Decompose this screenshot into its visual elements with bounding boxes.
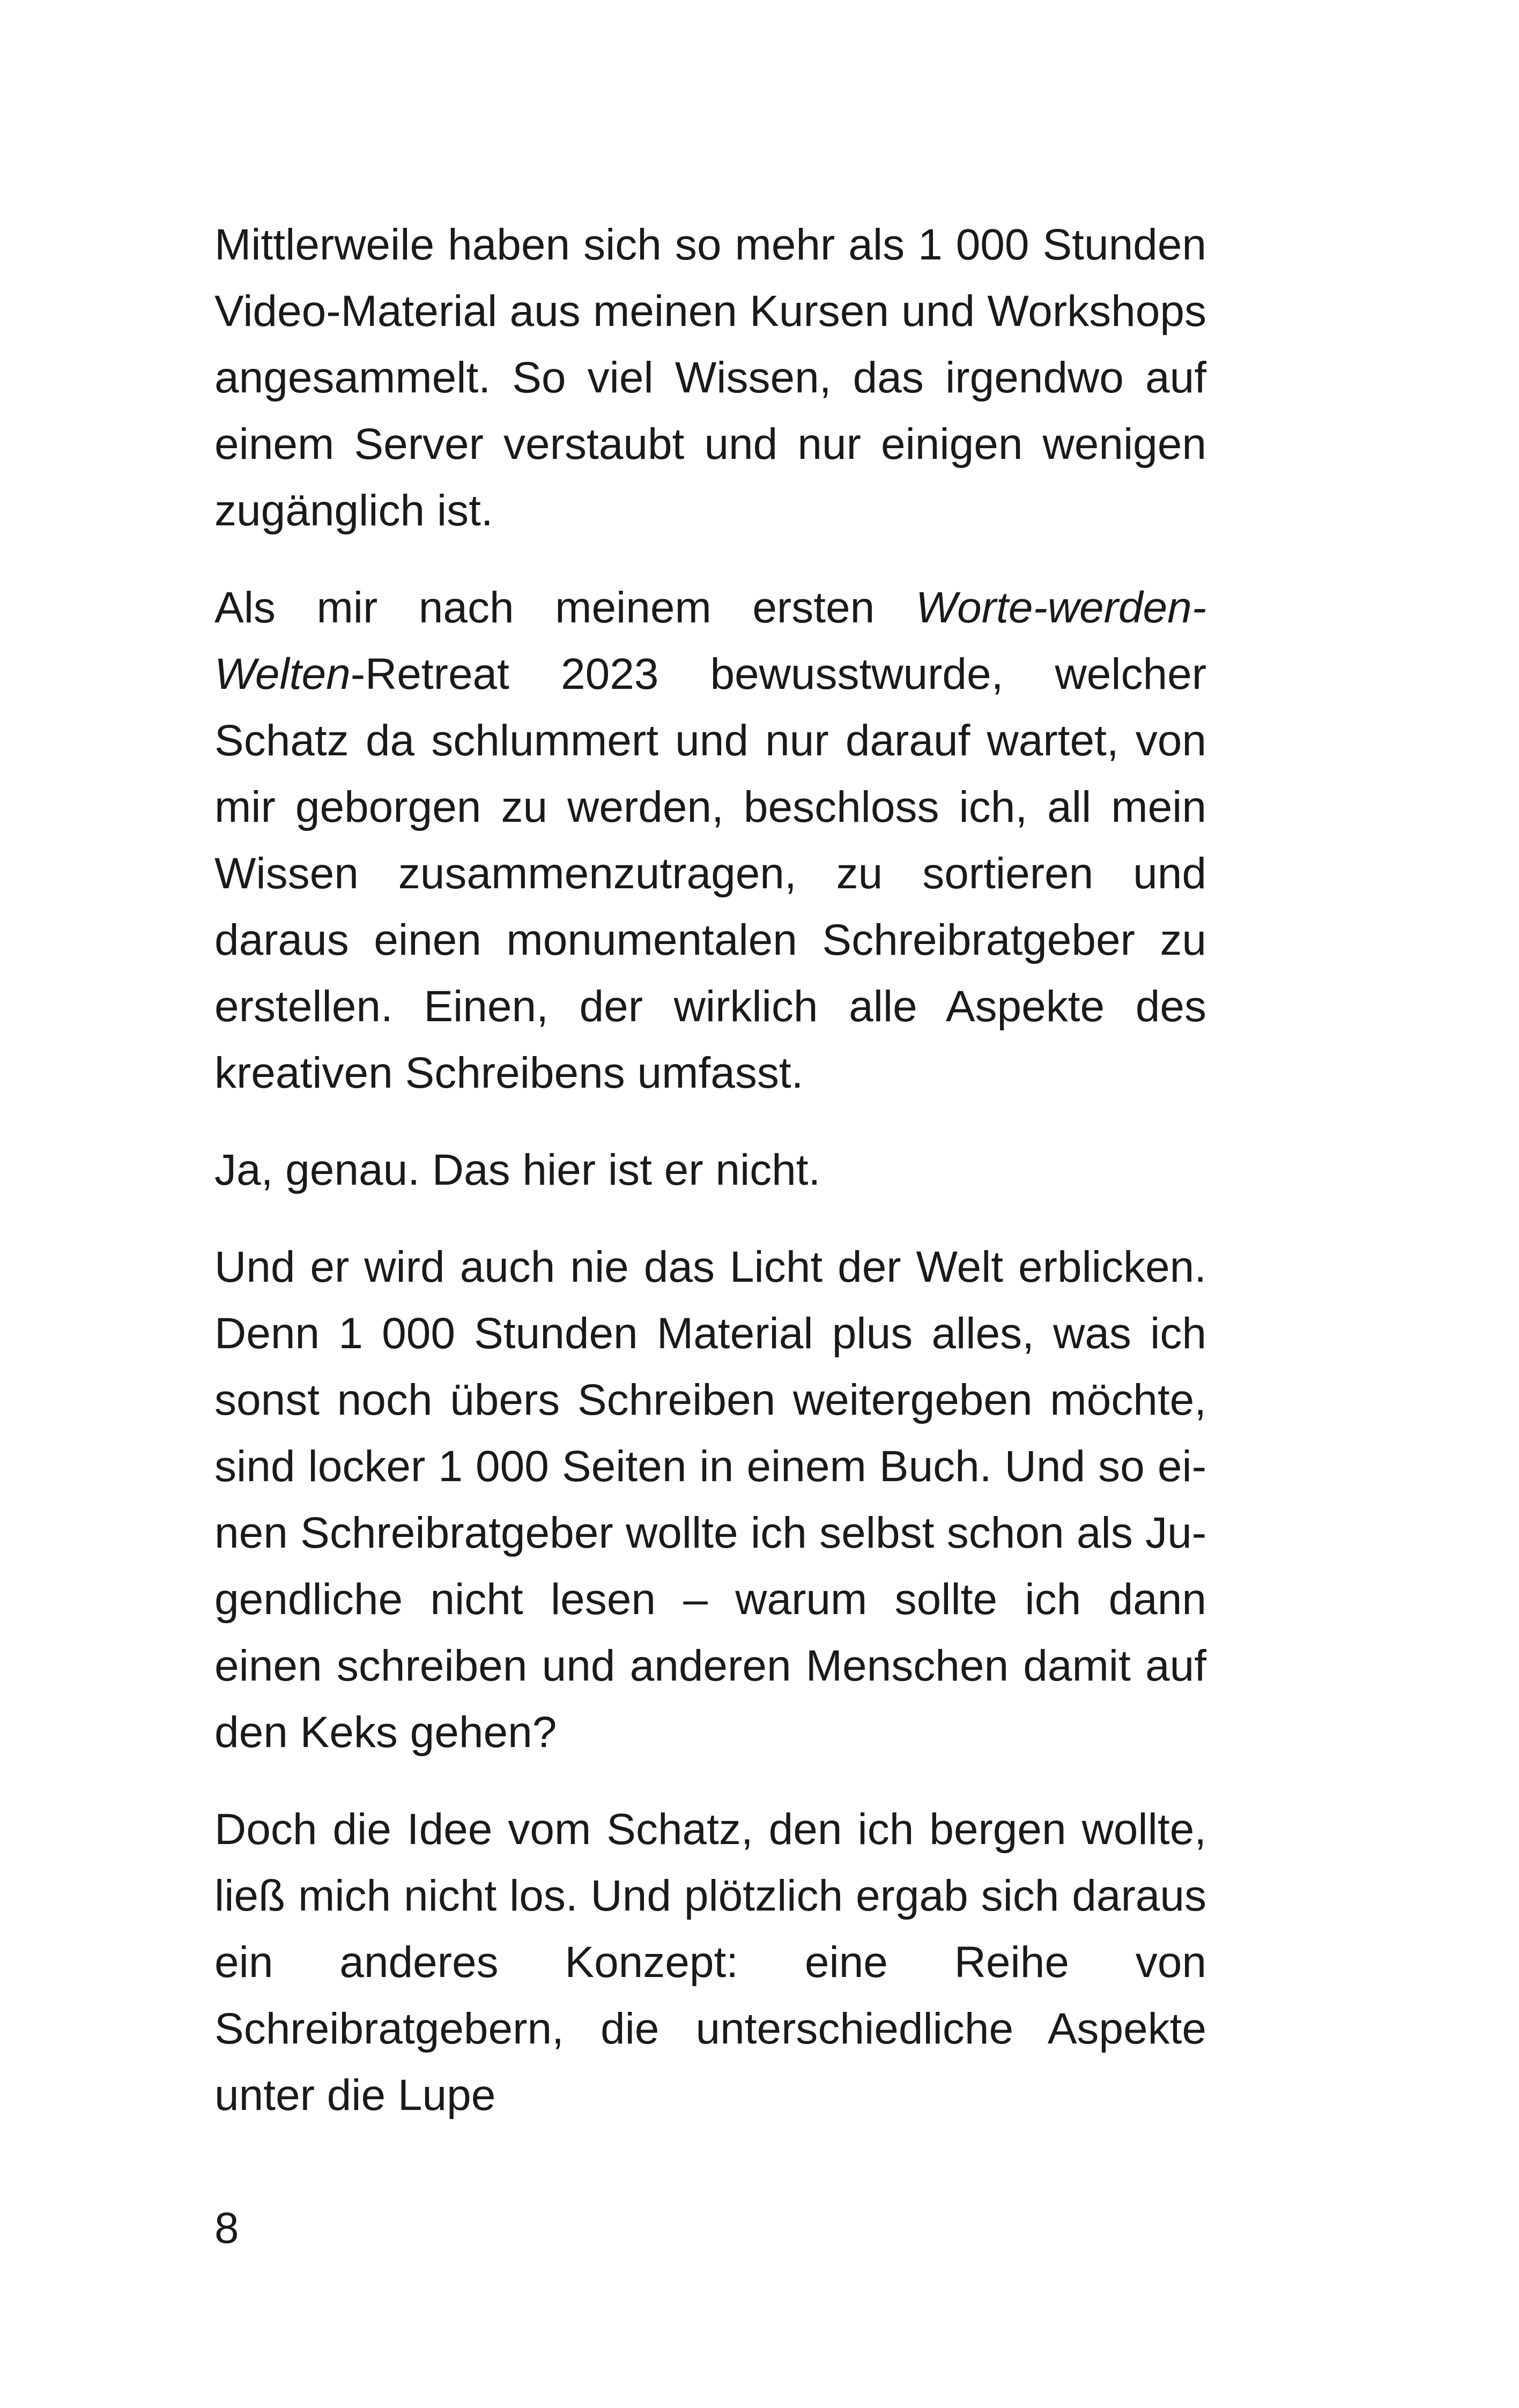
paragraph-3: Ja, genau. Das hier ist er nicht. — [214, 1146, 821, 1194]
paragraph-2-rest: -Retreat 2023 bewusstwurde, welcher Schatz da schlummert und nur darauf wartet, von mir geborgen zu werden, beschloss ich, all mein Wissen zusammenzutragen, zu sortieren und daraus einen monumentalen Schreibratgeber zu erstellen. Einen, der wirklich alle Aspekte des kreativen Schreibens umfasst. — [214, 650, 1206, 1097]
paragraph-4: Und er wird auch nie das Licht der Welt erblicken. Denn 1 000 Stunden Material plus alles, was ich sonst noch übers Schreiben weitergeben möchte, sind locker 1 000 Seiten in einem Buch. Und so einen Schreibratgeber wollte ich selbst schon als Jugendliche nicht lesen – warum sollte ich dann einen schreiben und anderen Menschen damit auf den Keks gehen? — [214, 1243, 1206, 1757]
paragraph-2-lead: Als mir nach meinem ersten — [214, 583, 916, 632]
page-number: 8 — [214, 2204, 239, 2253]
paragraph-2-emphasis: Worte-werden-Welten — [214, 583, 1206, 698]
paragraph-2 — [214, 575, 1206, 1106]
paragraph-5: Doch die Idee vom Schatz, den ich bergen wollte, ließ mich nicht los. Und plötzlich ergab sich daraus ein anderes Konzept: eine Reihe von Schreibratgebern, die unterschiedliche Aspekte unter die Lupe — [214, 1805, 1206, 2120]
body-text — [214, 212, 1206, 2159]
paragraph-1: Mittlerweile haben sich so mehr als 1 000 Stunden Video-Material aus meinen Kursen und Workshops angesammelt. So viel Wissen, das irgendwo auf einem Server verstaubt und nur einigen wenigen zugänglich ist. — [214, 220, 1206, 535]
